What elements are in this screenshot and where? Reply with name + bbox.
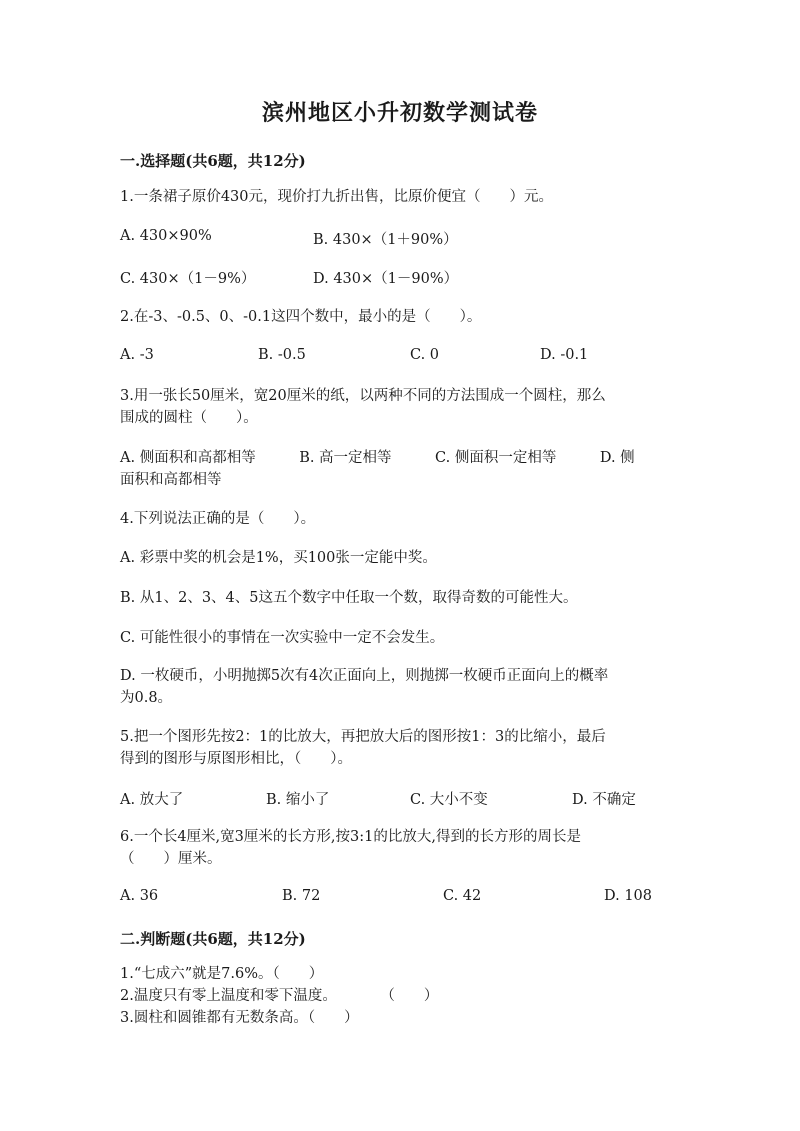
q2-option-b: B. -0.5 <box>258 347 306 363</box>
q5-option-b: B. 缩小了 <box>266 792 330 808</box>
q2-option-d: D. -0.1 <box>540 347 589 363</box>
section-heading-choice: 一.选择题(共6题，共12分) <box>120 152 306 170</box>
q2-option-a: A. -3 <box>120 347 154 363</box>
q2-option-c: C. 0 <box>410 347 440 363</box>
question-5-line-1: 5.把一个图形先按2：1的比放大，再把放大后的图形按1：3的比缩小，最后 <box>120 729 606 745</box>
q5-option-c: C. 大小不变 <box>410 792 488 808</box>
q3-options-line-2: 面积和高都相等 <box>120 472 222 488</box>
q1-option-d: D. 430×（1－90%） <box>313 271 459 287</box>
q6-option-a: A. 36 <box>120 888 159 904</box>
q4-option-d-line-2: 为0.8。 <box>120 690 173 706</box>
question-3-line-2: 围成的圆柱（ ）。 <box>120 410 258 426</box>
q4-option-a: A. 彩票中奖的机会是1%，买100张一定能中奖。 <box>120 550 437 566</box>
q5-option-a: A. 放大了 <box>120 792 184 808</box>
question-6-line-1: 6.一个长4厘米,宽3厘米的长方形,按3:1的比放大,得到的长方形的周长是 <box>120 829 581 845</box>
q3-options-line-1: A. 侧面积和高都相等 B. 高一定相等 C. 侧面积一定相等 D. 侧 <box>120 450 635 466</box>
q4-option-c: C. 可能性很小的事情在一次实验中一定不会发生。 <box>120 630 445 646</box>
question-2: 2.在-3、-0.5、0、-0.1这四个数中，最小的是（ ）。 <box>120 309 482 325</box>
q1-option-c: C. 430×（1－9%） <box>120 271 256 287</box>
q1-option-a: A. 430×90% <box>120 228 212 244</box>
page-title: 滨州地区小升初数学测试卷 <box>261 100 538 126</box>
q4-option-d-line-1: D. 一枚硬币，小明抛掷5次有4次正面向上，则抛掷一枚硬币正面向上的概率 <box>120 668 609 684</box>
q1-option-b: B. 430×（1＋90%） <box>313 232 458 248</box>
judgement-item-1: 1.“七成六”就是7.6%。（ ） <box>120 966 324 982</box>
q5-option-d: D. 不确定 <box>572 792 636 808</box>
q6-option-b: B. 72 <box>282 888 321 904</box>
question-6-line-2: （ ）厘米。 <box>120 851 222 867</box>
judgement-item-3: 3.圆柱和圆锥都有无数条高。（ ） <box>120 1010 359 1026</box>
section-heading-judgement: 二.判断题(共6题，共12分) <box>120 930 306 948</box>
q4-option-b: B. 从1、2、3、4、5这五个数字中任取一个数，取得奇数的可能性大。 <box>120 590 578 606</box>
question-4: 4.下列说法正确的是（ ）。 <box>120 511 316 527</box>
judgement-item-2: 2.温度只有零上温度和零下温度。 （ ） <box>120 988 439 1004</box>
question-3-line-1: 3.用一张长50厘米，宽20厘米的纸，以两种不同的方法围成一个圆柱，那么 <box>120 388 606 404</box>
q6-option-c: C. 42 <box>443 888 482 904</box>
q6-option-d: D. 108 <box>604 888 653 904</box>
question-5-line-2: 得到的图形与原图形相比，（ ）。 <box>120 751 352 767</box>
question-1: 1.一条裙子原价430元，现价打九折出售，比原价便宜（ ）元。 <box>120 189 554 205</box>
